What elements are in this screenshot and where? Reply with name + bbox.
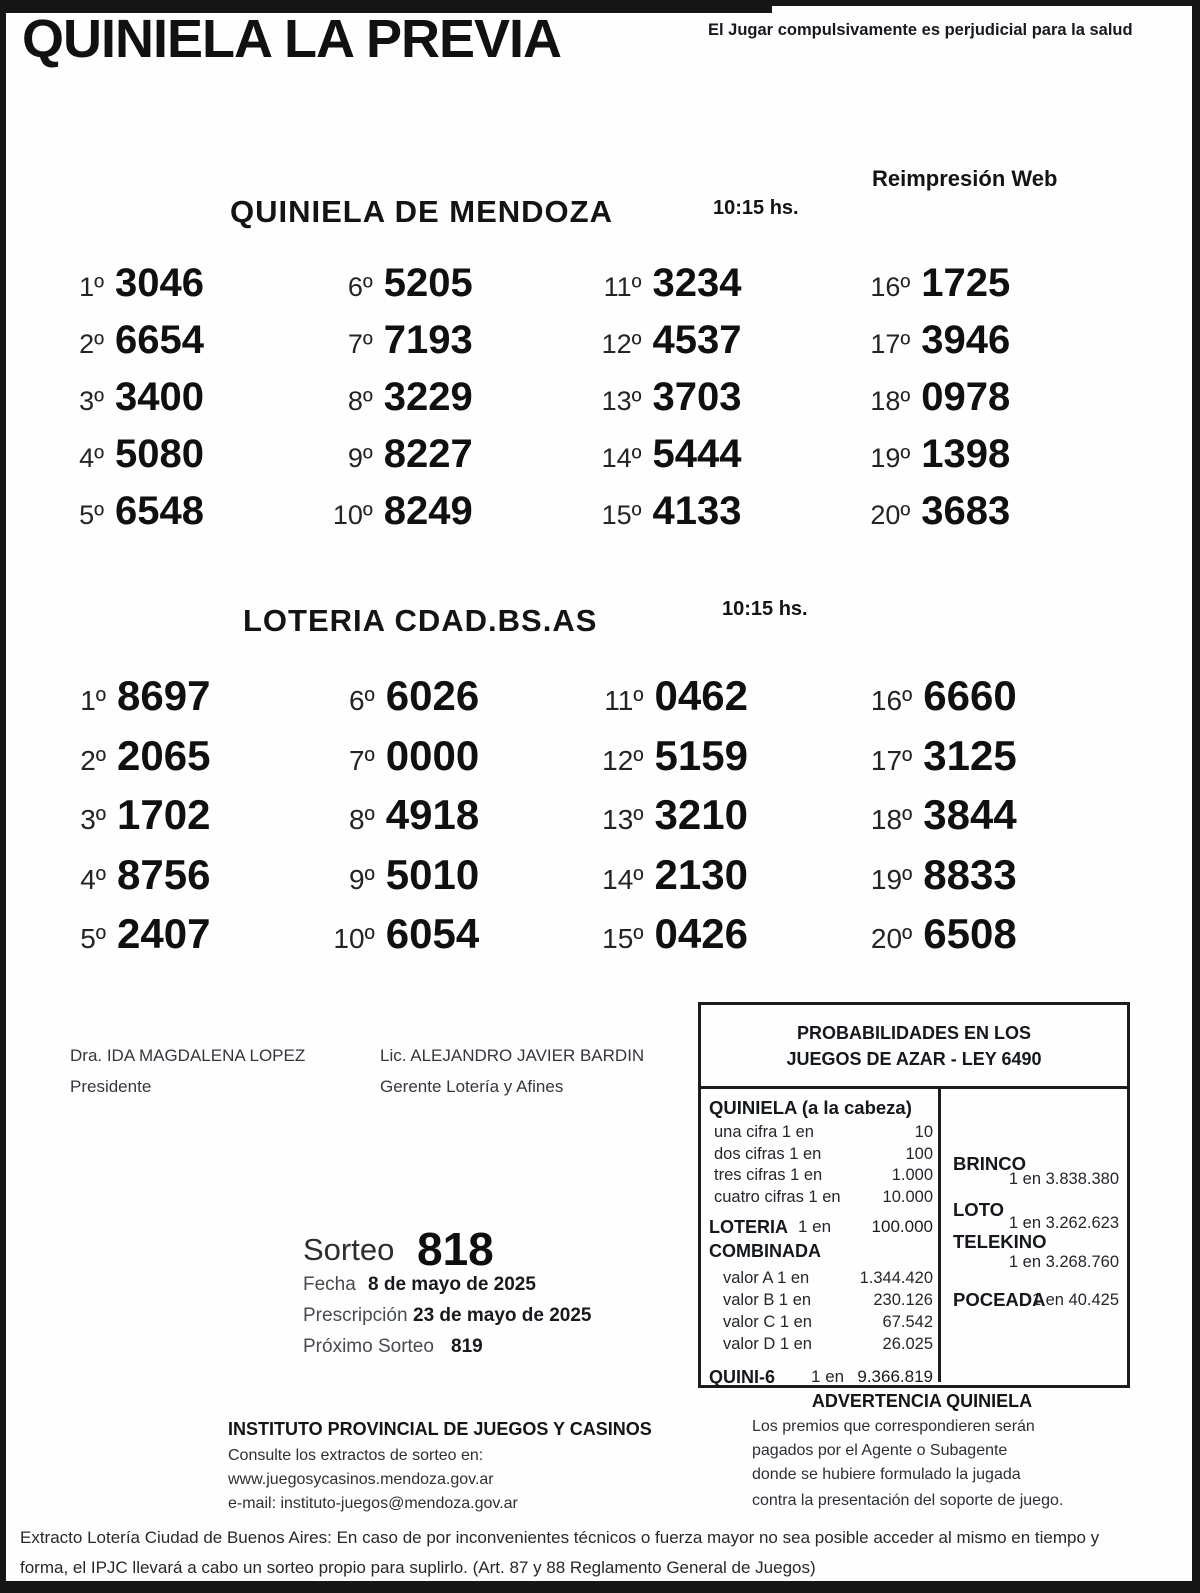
quini6-odds-mid: 1 en (811, 1367, 845, 1386)
result-number: 1398 (921, 432, 1011, 476)
result-item (40, 432, 309, 489)
sorteo-label: Sorteo (303, 1232, 395, 1267)
result-position: 18º (870, 386, 911, 416)
result-position: 8º (348, 804, 375, 835)
date-value: 8 de mayo de 2025 (368, 1274, 536, 1295)
result-position: 12º (601, 329, 642, 359)
loteria-name: LOTERIA (709, 1217, 788, 1237)
result-position: 20º (870, 500, 911, 530)
result-number: 3683 (921, 489, 1011, 533)
result-position: 2º (79, 329, 104, 359)
result-item (40, 851, 309, 911)
advertencia-line: contra la presentación del soporte de juego. (752, 1492, 1064, 1509)
result-number: 6026 (385, 672, 480, 719)
result-item (578, 318, 847, 375)
result-number: 1702 (117, 791, 211, 838)
result-position: 6º (347, 272, 373, 302)
bsas-section-title: LOTERIA CDAD.BS.AS (243, 603, 598, 638)
health-warning-text: El Jugar compulsivamente es perjudicial para la salud (708, 21, 1133, 39)
result-number: 3229 (383, 375, 473, 419)
result-position: 16º (870, 685, 913, 716)
result-number: 2065 (117, 731, 211, 779)
result-position: 13º (601, 386, 642, 416)
probability-label: valor B 1 en (723, 1291, 812, 1309)
result-position: 11º (604, 685, 644, 716)
result-item (309, 261, 578, 318)
result-item (846, 910, 1115, 970)
result-item (578, 672, 847, 732)
next-draw-label: Próximo Sorteo (303, 1336, 434, 1357)
probability-label: una cifra 1 en (714, 1123, 814, 1141)
result-number: 7193 (383, 318, 473, 362)
probabilities-right-column (941, 1089, 1127, 1382)
page-title: QUINIELA LA PREVIA (22, 9, 562, 69)
result-number: 3046 (115, 261, 204, 305)
result-item (40, 732, 309, 792)
quini6-odds-value: 9.366.819 (857, 1367, 933, 1386)
institute-email: e-mail: instituto-juegos@mendoza.gov.ar (228, 1495, 518, 1512)
loteria-odds-row (709, 1216, 933, 1238)
advertencia-line: pagados por el Agente o Subagente (752, 1442, 1008, 1459)
result-position: 4º (79, 443, 104, 473)
result-number: 6054 (385, 910, 480, 957)
probability-value: 26.025 (882, 1335, 933, 1353)
probability-row (709, 1267, 933, 1289)
result-position: 16º (870, 272, 911, 302)
result-number: 3210 (654, 791, 748, 838)
footer-disclaimer-line: forma, el IPJC llevará a cabo un sorteo propio para suplirlo. (Art. 87 y 88 Reglamento General de Juegos) (20, 1558, 816, 1577)
result-position: 15º (601, 500, 642, 530)
next-draw-value: 819 (451, 1336, 483, 1357)
result-item (309, 432, 578, 489)
combinada-odds-rows (709, 1267, 933, 1355)
result-position: 9º (347, 443, 373, 473)
result-item (846, 672, 1115, 732)
quini6-odds-row (709, 1367, 933, 1388)
result-number: 3844 (923, 791, 1017, 838)
result-item (40, 489, 309, 546)
result-position: 8º (347, 386, 373, 416)
result-item (578, 261, 847, 318)
result-position: 14º (602, 863, 644, 895)
prescription-value: 23 de mayo de 2025 (413, 1305, 592, 1326)
probability-label: cuatro cifras 1 en (714, 1187, 841, 1206)
result-position: 1º (79, 272, 104, 302)
result-item (40, 261, 309, 318)
result-number: 6508 (923, 910, 1017, 957)
result-item (578, 732, 847, 792)
result-position: 17º (870, 329, 911, 359)
probability-row (709, 1144, 933, 1166)
result-number: 5159 (654, 731, 748, 779)
result-item (846, 375, 1115, 432)
probabilities-left-column (701, 1089, 941, 1387)
prescription-row (303, 1305, 592, 1327)
result-number: 8833 (923, 850, 1017, 898)
result-position: 4º (80, 863, 106, 895)
next-draw-row (303, 1336, 483, 1358)
result-item (40, 375, 309, 432)
probability-value: 1.344.420 (859, 1269, 933, 1287)
result-position: 1º (80, 685, 106, 716)
game-odds-value: 1 en 40.425 (1031, 1291, 1119, 1309)
result-number: 5205 (383, 261, 473, 305)
quini6-name: QUINI-6 (709, 1367, 776, 1387)
probability-value: 1.000 (891, 1166, 933, 1184)
probability-label: valor D 1 en (723, 1335, 812, 1353)
institute-consult-line: Consulte los extractos de sorteo en: (228, 1447, 484, 1464)
mendoza-results-grid (40, 261, 1115, 546)
result-position: 18º (870, 804, 913, 835)
probability-value: 67.542 (882, 1313, 933, 1331)
result-number: 3703 (652, 375, 742, 419)
game-odds-value: 1 en 3.268.760 (1008, 1253, 1119, 1271)
result-item (578, 910, 847, 970)
prescription-label: Prescripción (303, 1305, 408, 1326)
result-position: 14º (601, 443, 642, 473)
result-number: 0426 (654, 910, 748, 957)
probabilities-title-line1: PROBABILIDADES EN LOS (796, 1022, 1032, 1043)
result-position: 3º (79, 386, 104, 416)
mendoza-section-title: QUINIELA DE MENDOZA (230, 194, 613, 229)
result-item (846, 318, 1115, 375)
result-item (309, 489, 578, 546)
probabilities-title-line2: JUEGOS DE AZAR - LEY 6490 (786, 1048, 1042, 1069)
probability-value: 100 (905, 1144, 933, 1163)
game-name: BRINCO (953, 1153, 1026, 1174)
loteria-odds-value: 100.000 (871, 1217, 933, 1236)
result-item (40, 791, 309, 851)
advertencia-line: donde se hubiere formulado la jugada (752, 1466, 1021, 1483)
probability-row (709, 1289, 933, 1311)
probability-label: dos cifras 1 en (714, 1144, 822, 1163)
result-item (578, 432, 847, 489)
probability-row (709, 1122, 933, 1144)
game-odds-value: 1 en 3.262.623 (1008, 1214, 1119, 1232)
result-number: 3234 (652, 261, 742, 305)
result-item (309, 791, 578, 851)
footer-disclaimer-line: Extracto Lotería Ciudad de Buenos Aires: En caso de por inconvenientes técnicos o fuerza mayor no sea posible acceder al mismo en tiempo y (20, 1528, 1100, 1547)
result-number: 6654 (115, 318, 204, 362)
probability-row (709, 1187, 933, 1209)
result-position: 17º (870, 744, 913, 776)
result-item (40, 910, 309, 970)
quiniela-odds-rows (709, 1122, 933, 1208)
probability-row (709, 1311, 933, 1333)
game-name: LOTO (953, 1199, 1005, 1220)
game-name: POCEADA (953, 1289, 1046, 1310)
result-position: 20º (870, 923, 913, 954)
result-number: 4537 (652, 318, 742, 362)
result-item (578, 375, 847, 432)
result-number: 8756 (117, 850, 211, 898)
result-item (40, 672, 309, 732)
probability-value: 230.126 (873, 1291, 933, 1309)
result-position: 7º (348, 744, 375, 776)
sorteo-number: 818 (417, 1223, 494, 1275)
probability-label: valor C 1 en (723, 1313, 812, 1331)
probability-value: 10 (914, 1123, 933, 1141)
result-item (309, 672, 578, 732)
result-number: 6660 (923, 672, 1017, 719)
result-item (309, 318, 578, 375)
result-item (578, 489, 847, 546)
result-position: 10º (332, 500, 373, 530)
advertencia-line: Los premios que correspondieren serán (752, 1418, 1035, 1435)
result-item (846, 261, 1115, 318)
result-item (846, 791, 1115, 851)
result-number: 8697 (117, 672, 211, 719)
result-position: 11º (603, 272, 642, 302)
result-item (846, 489, 1115, 546)
signature-right-name: Lic. ALEJANDRO JAVIER BARDIN (380, 1046, 645, 1065)
result-number: 0978 (921, 375, 1011, 419)
bsas-results-grid (40, 672, 1115, 970)
quiniela-odds-header: QUINIELA (a la cabeza) (709, 1097, 912, 1118)
probability-label: tres cifras 1 en (714, 1166, 823, 1184)
result-number: 8249 (383, 489, 473, 533)
signature-right-role: Gerente Lotería y Afines (380, 1077, 564, 1096)
draw-date-row (303, 1274, 536, 1296)
combinada-header: COMBINADA (709, 1241, 821, 1261)
result-position: 12º (602, 744, 644, 776)
reimpression-label: Reimpresión Web (872, 166, 1058, 191)
result-item (578, 791, 847, 851)
result-position: 10º (333, 923, 375, 954)
result-position: 19º (870, 443, 911, 473)
result-item (40, 318, 309, 375)
probability-row (709, 1165, 933, 1187)
probability-label: valor A 1 en (723, 1269, 810, 1287)
result-number: 4918 (385, 791, 480, 838)
result-item (309, 375, 578, 432)
result-number: 8227 (383, 432, 473, 476)
result-position: 7º (347, 329, 373, 359)
result-number: 6548 (115, 489, 204, 533)
probability-value: 10.000 (882, 1187, 933, 1206)
result-item (846, 732, 1115, 792)
probabilities-box (698, 1002, 1130, 1388)
game-name: TELEKINO (953, 1231, 1047, 1252)
result-number: 5080 (115, 432, 204, 476)
result-item (309, 910, 578, 970)
probability-row (709, 1333, 933, 1355)
probabilities-title (701, 1005, 1127, 1089)
result-position: 13º (602, 804, 644, 835)
bsas-draw-time: 10:15 hs. (722, 598, 808, 620)
signature-left-name: Dra. IDA MAGDALENA LOPEZ (70, 1046, 306, 1065)
institute-name: INSTITUTO PROVINCIAL DE JUEGOS Y CASINOS (228, 1419, 652, 1439)
result-position: 19º (870, 863, 913, 895)
advertencia-title: ADVERTENCIA QUINIELA (811, 1391, 1033, 1411)
loteria-odds-mid: 1 en (798, 1217, 832, 1236)
result-number: 2130 (654, 850, 748, 898)
date-label: Fecha (303, 1274, 356, 1295)
result-item (846, 851, 1115, 911)
signature-left-role: Presidente (70, 1077, 152, 1096)
result-number: 0462 (654, 672, 748, 719)
result-position: 2º (80, 744, 106, 776)
result-number: 3400 (115, 375, 204, 419)
result-number: 3946 (921, 318, 1011, 362)
result-number: 3125 (923, 731, 1017, 779)
result-number: 4133 (652, 489, 742, 533)
result-item (578, 851, 847, 911)
result-position: 9º (348, 863, 375, 895)
mendoza-draw-time: 10:15 hs. (713, 197, 799, 219)
result-item (309, 851, 578, 911)
result-position: 5º (79, 500, 104, 530)
result-item (309, 732, 578, 792)
result-position: 15º (602, 923, 644, 954)
result-number: 1725 (921, 261, 1011, 305)
result-number: 2407 (117, 910, 211, 957)
institute-website: www.juegosycasinos.mendoza.gov.ar (228, 1471, 494, 1488)
result-position: 3º (80, 804, 106, 835)
result-number: 5444 (652, 432, 742, 476)
result-position: 5º (80, 923, 106, 954)
result-number: 5010 (385, 850, 480, 898)
game-odds-value: 1 en 3.838.380 (1008, 1170, 1119, 1188)
result-item (846, 432, 1115, 489)
result-number: 0000 (385, 731, 480, 779)
result-position: 6º (348, 685, 375, 716)
